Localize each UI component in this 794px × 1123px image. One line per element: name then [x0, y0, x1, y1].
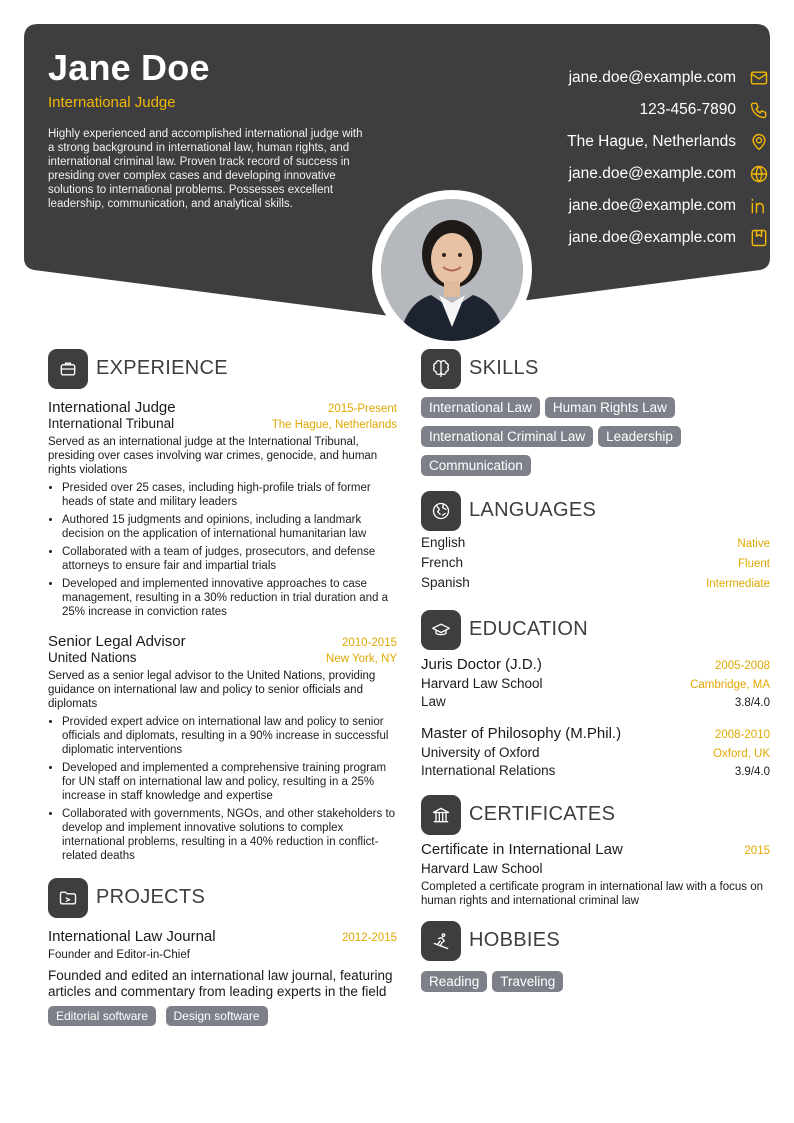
project-date: 2012-2015	[342, 932, 397, 944]
graduation-cap-icon	[421, 610, 461, 650]
experience-location: The Hague, Netherlands	[271, 419, 397, 431]
education-date: 2005-2008	[715, 660, 770, 672]
profile-photo-image	[381, 199, 523, 341]
mail-icon	[748, 67, 770, 89]
contact-phone[interactable]	[450, 94, 770, 126]
education-degree: Master of Philosophy (M.Phil.)	[421, 725, 622, 742]
experience-role: International Judge	[48, 399, 176, 416]
contact-text[interactable]: jane.doe@example.com	[568, 229, 736, 246]
education-grade: 3.8/4.0	[734, 697, 770, 709]
languages-list	[421, 535, 770, 595]
folder-icon	[48, 878, 88, 918]
education-school: University of Oxford	[421, 745, 540, 760]
summary: Highly experienced and accomplished international judge with a strong background in international law, human rights, and international criminal law. Proven track record of success in presiding over complex cases and developing innovative solutions to international problems. Possesses excellent leadership, communication, and analytical skills.	[48, 128, 363, 210]
certificates-title: CERTIFICATES	[469, 803, 616, 825]
profile-photo	[372, 190, 532, 350]
education-field: Law	[421, 694, 446, 709]
contact-text[interactable]: The Hague, Netherlands	[567, 133, 736, 150]
bullet-item: • Collaborated with a team of judges, prosecutors, and defense attorneys to ensure fair and impartial trials	[62, 545, 397, 573]
contact-text[interactable]: jane.doe@example.com	[568, 165, 736, 182]
experience-location: New York, NY	[326, 653, 397, 665]
education-header	[421, 609, 770, 650]
contact-text[interactable]: jane.doe@example.com	[568, 197, 736, 214]
skills-list	[421, 397, 770, 484]
bullet-item: • Developed and implemented innovative approaches to case management, resulting in a 30% reduction in trial duration and a 25% increase in conviction rates	[62, 577, 397, 619]
experience-date: 2010-2015	[342, 637, 397, 649]
skill-tag: Human Rights Law	[545, 397, 675, 418]
experience-date: 2015-Present	[327, 403, 397, 415]
language-level: Native	[737, 538, 770, 550]
language-level: Fluent	[738, 558, 770, 570]
education-title: EDUCATION	[469, 618, 588, 640]
certificate-description: Completed a certificate program in international law with a focus on human rights and international criminal law	[421, 881, 763, 907]
globe-icon	[748, 163, 770, 185]
bullet-item: • Collaborated with governments, NGOs, and other stakeholders to develop and implement innovative solutions to complex international problems, resulting in a 40% reduction in conflict-related deaths	[62, 807, 397, 863]
bullet-item: • Authored 15 judgments and opinions, including a landmark decision on the application of international humanitarian law	[62, 513, 397, 541]
project-item	[48, 928, 397, 1034]
education-location: Cambridge, MA	[690, 679, 770, 691]
experience-description: Served as an international judge at the International Tribunal, presiding over cases involving war crimes, genocide, and human rights violations	[48, 436, 378, 476]
language-name: French	[421, 555, 464, 570]
language-name: English	[421, 535, 466, 550]
bullet-item: • Provided expert advice on international law and policy to senior officials and diplomats, resulting in a 90% increase in successful diplomatic interventions	[62, 715, 397, 757]
education-school: Harvard Law School	[421, 676, 543, 691]
language-level: Intermediate	[706, 578, 770, 590]
skill-tag: International Law	[421, 397, 540, 418]
language-row	[421, 555, 770, 575]
experience-description: Served as a senior legal advisor to the United Nations, providing guidance on international law and policy to senior officials and diplomats	[48, 670, 376, 710]
education-grade: 3.9/4.0	[734, 766, 770, 778]
phone-icon	[748, 99, 770, 121]
job-title: International Judge	[48, 94, 176, 111]
bookmark-icon	[748, 227, 770, 249]
certificate-issuer: Harvard Law School	[421, 861, 543, 876]
certificate-item	[421, 841, 770, 908]
skill-tag: International Criminal Law	[421, 426, 593, 447]
contact-text[interactable]: jane.doe@example.com	[568, 69, 736, 86]
education-degree: Juris Doctor (J.D.)	[421, 656, 542, 673]
skills-title: SKILLS	[469, 357, 539, 379]
institution-icon	[421, 795, 461, 835]
project-role: Founder and Editor-in-Chief	[48, 949, 190, 961]
skiing-icon	[421, 921, 461, 961]
education-field: International Relations	[421, 763, 556, 778]
location-icon	[748, 131, 770, 153]
experience-title: EXPERIENCE	[96, 357, 228, 379]
projects-header	[48, 877, 397, 918]
right-column	[421, 348, 770, 1000]
language-row	[421, 575, 770, 595]
certificate-title: Certificate in International Law	[421, 841, 623, 858]
project-description: Founded and edited an international law journal, featuring articles and commentary from leading experts in the field	[48, 968, 393, 999]
project-tags	[48, 1006, 397, 1034]
project-tag: Editorial software	[48, 1006, 156, 1026]
education-item	[421, 656, 770, 709]
contact-location[interactable]	[450, 126, 770, 158]
education-date: 2008-2010	[715, 729, 770, 741]
language-icon	[421, 491, 461, 531]
languages-header	[421, 490, 770, 531]
skills-header	[421, 348, 770, 389]
hobby-tag: Traveling	[492, 971, 563, 992]
brain-icon	[421, 349, 461, 389]
education-location: Oxford, UK	[713, 748, 770, 760]
experience-bullets	[62, 481, 397, 619]
linkedin-icon	[748, 195, 770, 217]
header-block	[48, 48, 368, 211]
briefcase-icon	[48, 349, 88, 389]
hobbies-header	[421, 920, 770, 961]
contact-text[interactable]: 123-456-7890	[639, 101, 736, 118]
bullet-item: • Developed and implemented a comprehensive training program for UN staff on international law and policy, resulting in a 25% increase in staff knowledge and expertise	[62, 761, 397, 803]
hobby-tag: Reading	[421, 971, 487, 992]
projects-title: PROJECTS	[96, 886, 206, 908]
experience-org: International Tribunal	[48, 416, 175, 431]
hobbies-list	[421, 971, 770, 1000]
language-name: Spanish	[421, 575, 470, 590]
skill-tag: Communication	[421, 455, 531, 476]
language-row	[421, 535, 770, 555]
experience-role: Senior Legal Advisor	[48, 633, 186, 650]
contact-website[interactable]	[450, 158, 770, 190]
skill-tag: Leadership	[598, 426, 681, 447]
experience-header	[48, 348, 397, 389]
left-column	[48, 348, 397, 1048]
languages-title: LANGUAGES	[469, 499, 597, 521]
project-tag: Design software	[166, 1006, 268, 1026]
experience-item	[48, 399, 397, 619]
contact-email[interactable]	[450, 62, 770, 94]
experience-bullets	[62, 715, 397, 863]
hobbies-title: HOBBIES	[469, 929, 561, 951]
education-item	[421, 725, 770, 778]
certificates-header	[421, 794, 770, 835]
experience-item	[48, 633, 397, 863]
certificate-date: 2015	[744, 845, 770, 857]
experience-org: United Nations	[48, 650, 137, 665]
bullet-item: • Presided over 25 cases, including high-profile trials of former heads of state and military leaders	[62, 481, 397, 509]
candidate-name: Jane Doe	[48, 47, 210, 88]
project-title: International Law Journal	[48, 928, 216, 945]
